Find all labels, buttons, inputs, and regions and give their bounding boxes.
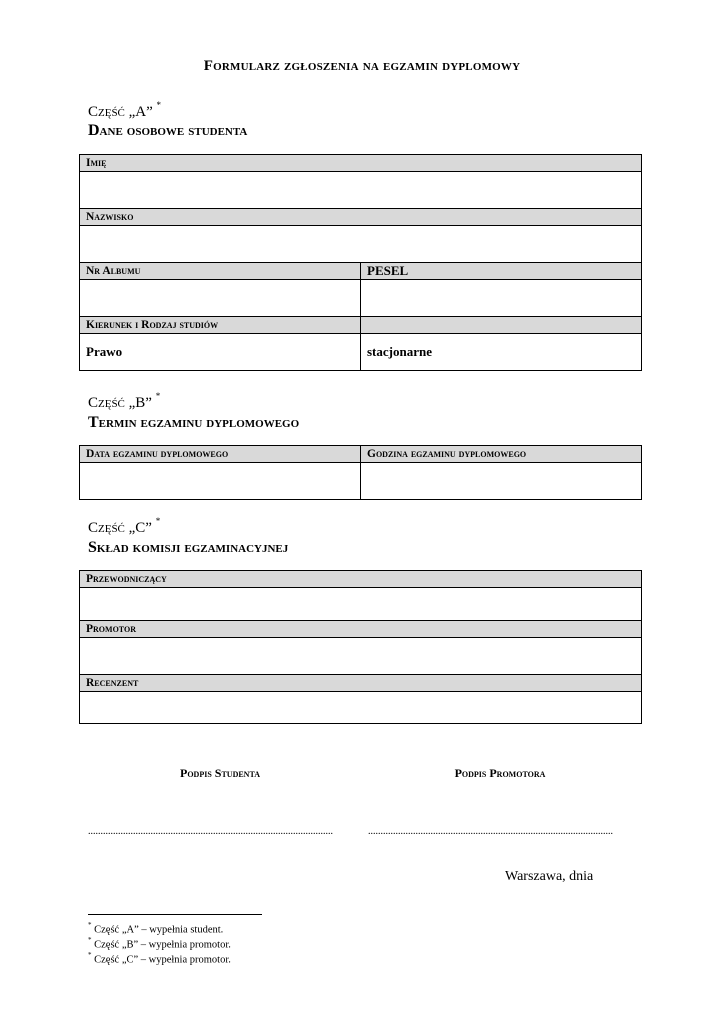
promotor-label: Promotor [80,621,642,638]
data-egzaminu-field[interactable] [80,463,361,500]
student-signature-line[interactable]: .................................................................................................. [88,826,333,837]
footnote-marker: * [156,100,162,110]
recenzent-label: Recenzent [80,675,642,692]
godzina-egzaminu-label: Godzina egzaminu dyplomowego [361,446,642,463]
data-egzaminu-label: Data egzaminu dyplomowego [80,446,361,463]
przewodniczacy-label: Przewodniczący [80,571,642,588]
recenzent-field[interactable] [80,692,642,724]
part-c-heading: Skład komisji egzaminacyjnej [88,539,289,556]
przewodniczacy-field[interactable] [80,588,642,621]
student-signature-label: Podpis Studenta [180,766,260,780]
imie-label: Imię [80,155,642,172]
footnote-marker: * [88,951,92,959]
part-a-label: Część „A” * [88,100,162,120]
part-b-label: Część „B” * [88,391,161,411]
place-date: Warszawa, dnia [505,869,594,884]
part-a-heading: Dane osobowe studenta [88,122,248,139]
kierunek-value: Prawo [80,334,361,371]
godzina-egzaminu-field[interactable] [361,463,642,500]
footnote-marker: * [88,921,92,929]
rodzaj-studiow-value: stacjonarne [361,334,642,371]
footnote-marker: * [155,516,161,526]
kierunek-label-empty [361,317,642,334]
pesel-field[interactable] [361,280,642,317]
nr-albumu-label: Nr Albumu [80,263,361,280]
imie-field[interactable] [80,172,642,209]
pesel-label: PESEL [361,263,642,280]
kierunek-label: Kierunek i Rodzaj studiów [80,317,361,334]
nr-albumu-field[interactable] [80,280,361,317]
part-c-label: Część „C” * [88,516,161,536]
committee-table [79,570,642,724]
form-title: Formularz zgłoszenia na egzamin dyplomowy [203,58,521,74]
footnote-marker: * [155,391,161,401]
footnote-marker: * [88,936,92,944]
footnote-a: * Część „A” – wypełnia student. [88,921,224,936]
promotor-signature-line[interactable]: .................................................................................................. [368,826,613,837]
footnote-separator [88,914,262,915]
nazwisko-field[interactable] [80,226,642,263]
part-b-heading: Termin egzaminu dyplomowego [88,414,300,431]
exam-date-table [79,445,642,500]
personal-data-table [79,154,642,371]
nazwisko-label: Nazwisko [80,209,642,226]
promotor-signature-label: Podpis Promotora [454,766,546,780]
footnote-c: * Część „C” – wypełnia promotor. [88,951,231,966]
promotor-field[interactable] [80,638,642,675]
footnote-b: * Część „B” – wypełnia promotor. [88,936,231,951]
